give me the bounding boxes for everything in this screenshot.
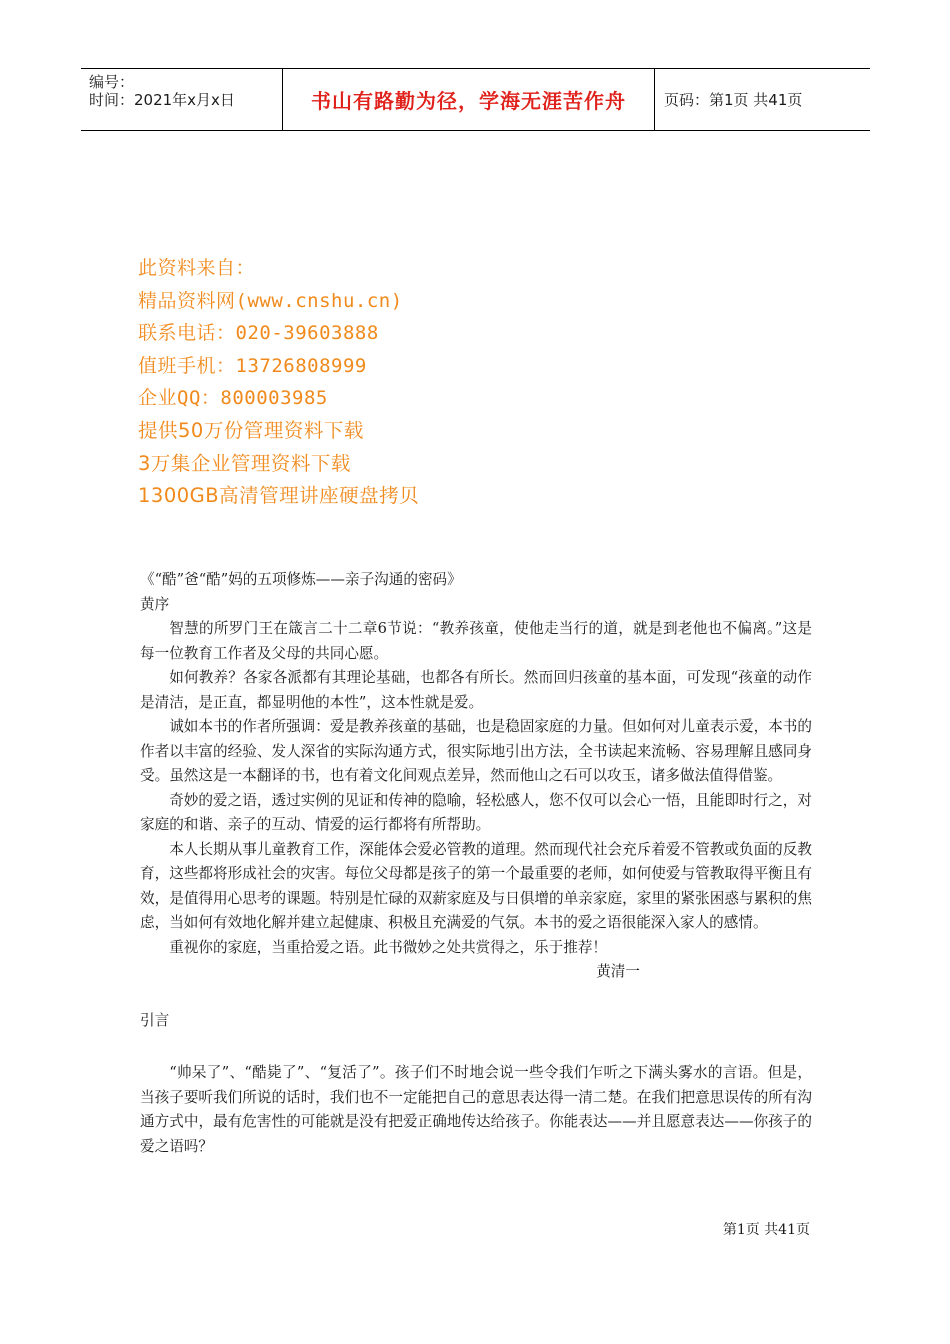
page-footer: 第1页 共41页 (722, 1222, 810, 1238)
promo-line-source: 此资料来自： (138, 257, 256, 279)
paragraph: 奇妙的爱之语，透过实例的见证和传神的隐喻，轻松感人，您不仅可以会心一悟，且能即时行之，对家庭的和谐、亲子的互动、情爱的运行都将有所帮助。 (140, 791, 812, 833)
paragraph: 重视你的家庭，当重拾爱之语。此书微妙之处共赏得之，乐于推荐！ (169, 938, 608, 956)
intro-title: 引言 (140, 1011, 170, 1029)
paragraph: 如何教养？各家各派都有其理论基础，也都各有所长。然而回归孩童的基本面，可发现“孩童的动作是清洁，是正直，都显明他的本性”，这本性就是爱。 (140, 669, 812, 711)
document-body (140, 568, 812, 1159)
header-motto: 书山有路勤为径，学海无涯苦作舟 (283, 69, 655, 130)
spacer (140, 1033, 812, 1061)
signature: 黄清一 (596, 963, 640, 980)
time-label: 时间：2021年x月x日 (89, 91, 235, 109)
promo-line-videos: 3万集企业管理资料下载 (138, 451, 351, 475)
paragraph: 本人长期从事儿童教育工作，深能体会爱必管教的道理。然而现代社会充斥着爱不管教或负面的反教育，这些都将形成社会的灾害。每位父母都是孩子的第一个最重要的老师，如何使爱与管教取得平衡且有效，是值得用心思考的课题。特别是忙碌的双薪家庭及与日俱增的单亲家庭，家里的紧张困惑与累积的焦虑，当如何有效地化解并建立起健康、积极且充满爱的气氛。本书的爱之语很能深入家人的感情。 (140, 840, 812, 931)
header-page-info: 页码：第1页 共41页 (664, 91, 803, 109)
promo-line-website: 精品资料网(www.cnshu.cn) (138, 289, 403, 312)
paragraph: 诚如本书的作者所强调：爱是教养孩童的基础，也是稳固家庭的力量。但如何对儿童表示爱，本书的作者以丰富的经验、发人深省的实际沟通方式，很实际地引出方法，全书读起来流畅、容易理解且感同身受。虽然这是一本翻译的书，也有着文化间观点差异，然而他山之石可以攻玉，诸多做法值得借鉴。 (140, 718, 812, 784)
promo-line-phone: 联系电话：020-39603888 (138, 322, 379, 345)
spacer (140, 985, 812, 1009)
promo-block (138, 252, 419, 513)
document-header (81, 68, 870, 131)
header-meta-cell (81, 69, 283, 130)
paragraph: 智慧的所罗门王在箴言二十二章6节说：“教养孩童，使他走当行的道，就是到老他也不偏离。”这是每一位教育工作者及父母的共同心愿。 (140, 620, 812, 662)
promo-line-downloads: 提供50万份管理资料下载 (138, 418, 364, 442)
paragraph: “帅呆了”、“酷毙了”、“复活了”。孩子们不时地会说一些令我们乍听之下满头雾水的言语。但是，当孩子要听我们所说的话时，我们也不一定能把自己的意思表达得一清二楚。在我们把意思误传的所有沟通方式中，最有危害性的可能就是没有把爱正确地传达给孩子。你能表达——并且愿意表达——你孩子的爱之语吗？ (140, 1064, 812, 1155)
number-label: 编号： (89, 73, 135, 91)
promo-line-qq: 企业QQ：800003985 (138, 387, 328, 410)
book-title: 《“酷”爸“酷”妈的五项修炼——亲子沟通的密码》 (140, 571, 462, 588)
preface-title: 黄序 (140, 595, 170, 613)
promo-line-harddisk: 1300GB高清管理讲座硬盘拷贝 (138, 484, 420, 508)
promo-line-mobile: 值班手机：13726808999 (138, 354, 367, 377)
